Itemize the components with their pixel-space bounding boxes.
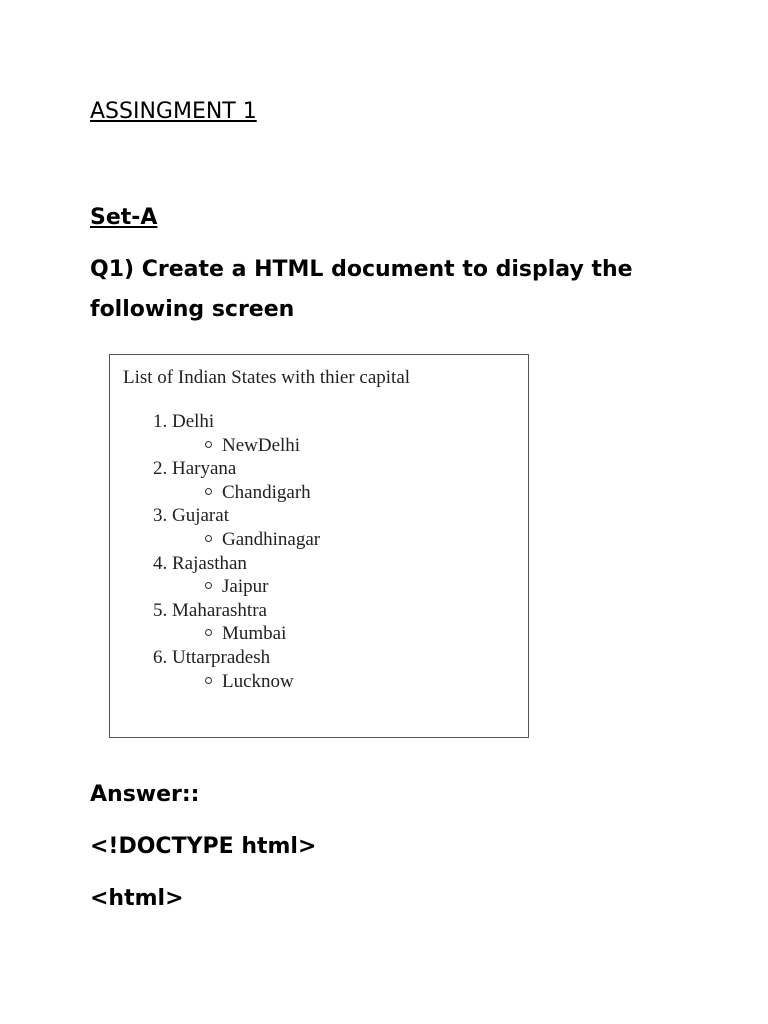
state-item	[153, 646, 320, 693]
circle-bullet-icon	[205, 677, 212, 684]
capital-name: Jaipur	[222, 576, 269, 598]
capital-name: Gandhinagar	[222, 528, 321, 550]
assignment-title: ASSINGMENT 1	[90, 99, 257, 124]
state-name: Uttarpradesh	[172, 646, 271, 668]
circle-bullet-icon	[205, 582, 212, 589]
state-item	[153, 457, 320, 504]
screen-heading: List of Indian States with thier capital	[123, 367, 411, 388]
answer-label: Answer::	[90, 782, 200, 807]
capital-list	[153, 622, 320, 646]
capital-name: NewDelhi	[222, 434, 301, 456]
state-item	[153, 410, 320, 457]
state-number: 3.	[153, 505, 168, 527]
capital-item	[205, 575, 320, 599]
circle-bullet-icon	[205, 488, 212, 495]
state-item	[153, 504, 320, 551]
capital-name: Lucknow	[222, 670, 294, 692]
state-name: Delhi	[172, 411, 215, 432]
state-list	[153, 410, 320, 693]
state-name: Rajasthan	[172, 552, 247, 574]
state-number: 4.	[153, 552, 168, 574]
capital-list	[153, 670, 320, 694]
state-item	[153, 552, 320, 599]
question-text: Q1) Create a HTML document to display the following screen	[90, 257, 633, 322]
capital-list	[153, 434, 320, 458]
capital-item	[205, 481, 320, 505]
state-name: Maharashtra	[172, 599, 267, 621]
state-number: 2.	[153, 458, 168, 480]
state-name: Gujarat	[172, 505, 229, 527]
capital-item	[205, 528, 320, 552]
code-line: <!DOCTYPE html>	[90, 834, 317, 859]
capital-item	[205, 670, 320, 694]
capital-name: Chandigarh	[222, 481, 311, 503]
circle-bullet-icon	[205, 535, 212, 542]
capital-item	[205, 434, 320, 458]
circle-bullet-icon	[205, 441, 212, 448]
code-line: <html>	[90, 886, 184, 911]
state-name: Haryana	[172, 458, 237, 480]
state-number: 1.	[153, 411, 168, 432]
state-item	[153, 599, 320, 646]
capital-item	[205, 622, 320, 646]
capital-list	[153, 575, 320, 599]
circle-bullet-icon	[205, 629, 212, 636]
set-label: Set-A	[90, 205, 158, 230]
capital-list	[153, 481, 320, 505]
example-screen-image	[109, 354, 529, 738]
capital-list	[153, 528, 320, 552]
state-number: 6.	[153, 646, 168, 668]
state-number: 5.	[153, 599, 168, 621]
capital-name: Mumbai	[222, 623, 287, 645]
